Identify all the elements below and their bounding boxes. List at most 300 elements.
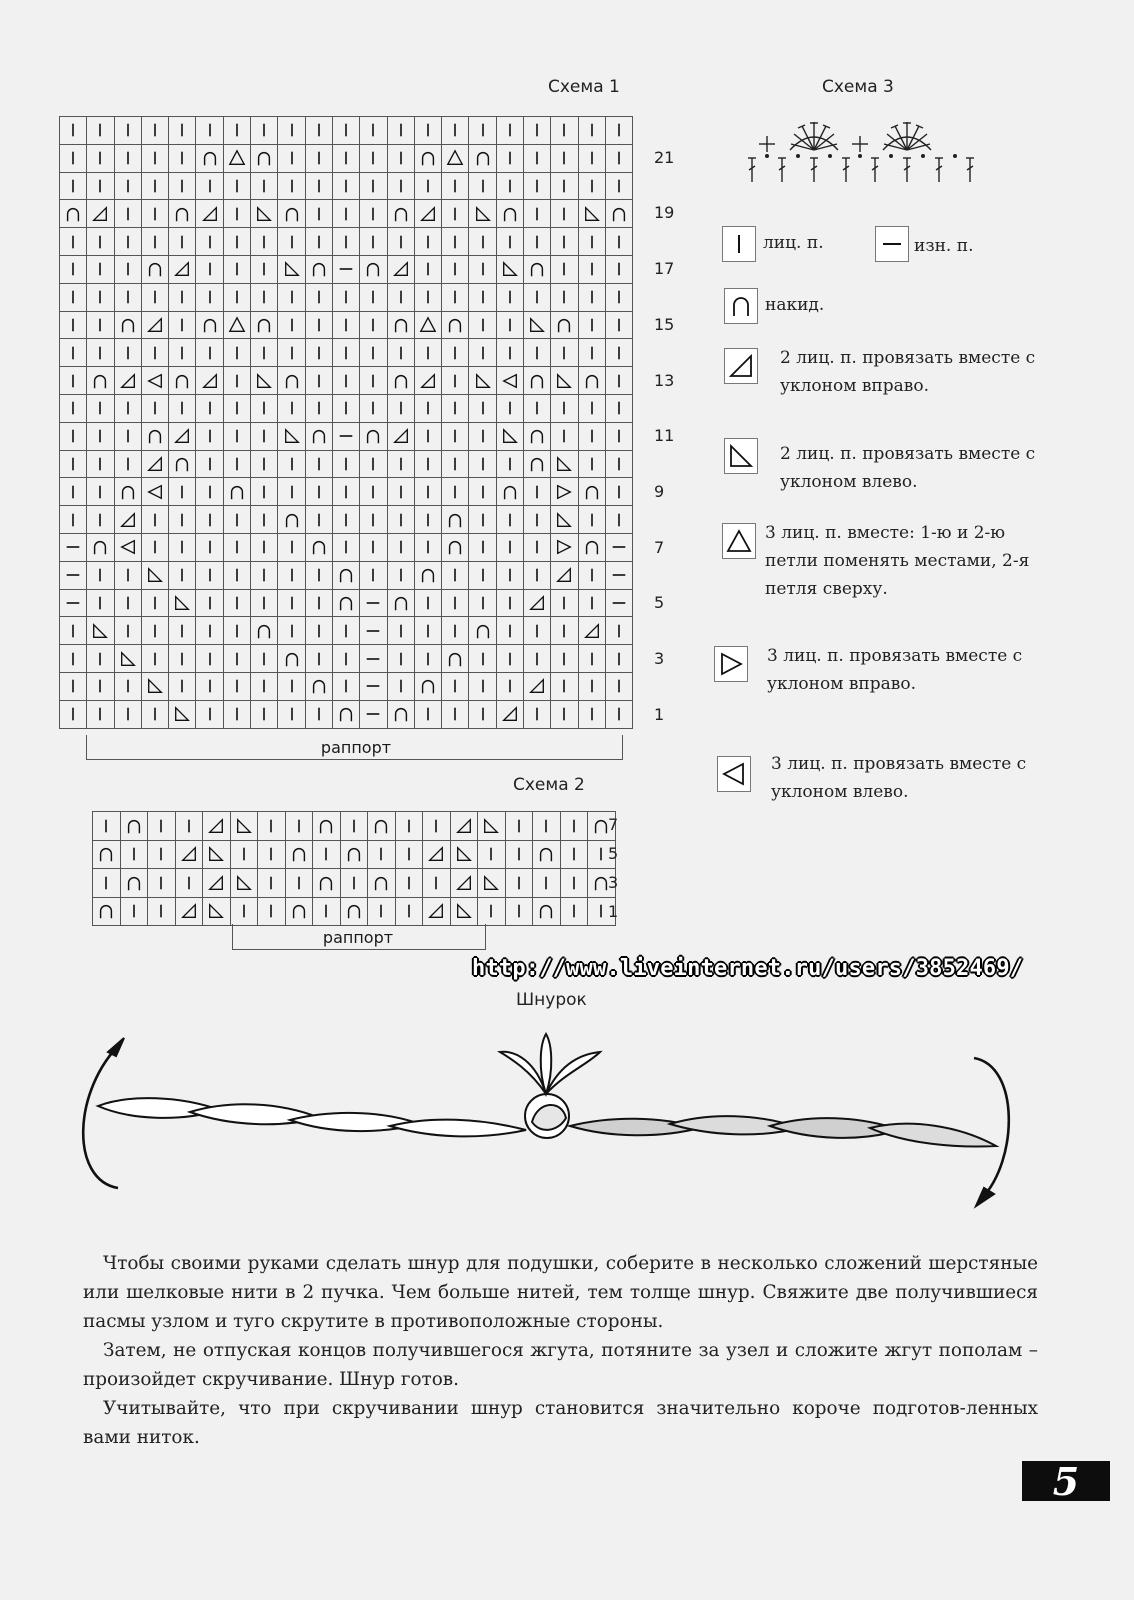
chart-cell (551, 506, 578, 534)
knit-symbol (555, 427, 573, 445)
knit-symbol (337, 372, 355, 390)
chart-cell (278, 283, 305, 311)
chart-cell (223, 645, 250, 673)
chart-cell (360, 617, 387, 645)
chart-cell (332, 589, 359, 617)
chart-cell (313, 812, 341, 841)
chart-cell (196, 672, 223, 700)
legend-knit-text: лиц. п. (763, 233, 824, 253)
chart-cell (360, 672, 387, 700)
yarn-over-symbol (501, 483, 519, 501)
chart-cell (387, 172, 414, 200)
knit-symbol (91, 566, 109, 584)
chart-cell (141, 617, 168, 645)
yarn-over-symbol (419, 677, 437, 695)
k2tog-right-symbol (146, 316, 164, 334)
knit-symbol (474, 260, 492, 278)
knit-symbol (255, 399, 273, 417)
chart-cell (469, 339, 496, 367)
chart-cell (524, 255, 551, 283)
knit-symbol (146, 705, 164, 723)
chart-cell (469, 645, 496, 673)
chart-cell (251, 589, 278, 617)
knit-symbol (64, 260, 82, 278)
knit-symbol (290, 817, 308, 835)
knit-symbol (146, 538, 164, 556)
k2tog-left-symbol (119, 650, 137, 668)
k2tog-left-symbol (474, 372, 492, 390)
chart-cell (469, 533, 496, 561)
knit-symbol (201, 399, 219, 417)
chart-cell (578, 117, 605, 145)
k2tog-right-symbol (146, 455, 164, 473)
chart-cell (505, 812, 533, 841)
chart-cell (305, 311, 332, 339)
chart-cell (578, 311, 605, 339)
knit-symbol (474, 483, 492, 501)
chart-cell (578, 478, 605, 506)
chart-cell (87, 672, 114, 700)
knit-symbol (337, 538, 355, 556)
chart-cell (251, 478, 278, 506)
knit-symbol (474, 511, 492, 529)
chart-cell (196, 255, 223, 283)
chart-cell (196, 478, 223, 506)
chart-cell (332, 339, 359, 367)
knit-symbol (310, 594, 328, 612)
chart-cell (496, 478, 523, 506)
chart-cell (87, 589, 114, 617)
knit-symbol (583, 288, 601, 306)
k2tog-right-symbol (583, 622, 601, 640)
chart-cell (414, 117, 441, 145)
chart-cell (551, 311, 578, 339)
purl-symbol (64, 566, 82, 584)
chart-cell (196, 283, 223, 311)
knit-symbol (201, 538, 219, 556)
knit-symbol (337, 233, 355, 251)
chart-cell (332, 144, 359, 172)
knit-symbol (146, 511, 164, 529)
k2tog-left-symbol (235, 874, 253, 892)
scheme1-title: Схема 1 (548, 77, 620, 97)
chart-cell (442, 255, 469, 283)
chart-cell (251, 311, 278, 339)
chart-cell (223, 506, 250, 534)
k2tog-left-symbol (583, 205, 601, 223)
yarn-over-symbol (446, 538, 464, 556)
chart-cell (114, 617, 141, 645)
knit-symbol (310, 483, 328, 501)
yarn-over-symbol (283, 205, 301, 223)
yarn-over-symbol (610, 205, 628, 223)
legend-line: уклоном влево. (780, 472, 918, 492)
chart-cell (469, 506, 496, 534)
chart-cell (169, 450, 196, 478)
yarn-over-symbol (146, 260, 164, 278)
chart-cell (496, 228, 523, 256)
k2tog-right-symbol (419, 372, 437, 390)
chart-cell (114, 589, 141, 617)
k2tog-right-symbol (207, 874, 225, 892)
chart-cell (469, 117, 496, 145)
knit-symbol (419, 594, 437, 612)
chart-cell (60, 672, 87, 700)
yarn-over-symbol (555, 316, 573, 334)
chart-cell (305, 533, 332, 561)
knit-symbol (64, 372, 82, 390)
k2tog-right-symbol (180, 902, 198, 920)
knit-symbol (528, 288, 546, 306)
chart-cell (169, 339, 196, 367)
knit-symbol (555, 344, 573, 362)
knit-symbol (474, 121, 492, 139)
chart-cell (305, 450, 332, 478)
chart-cell (332, 200, 359, 228)
chart-cell (196, 422, 223, 450)
knit-symbol (91, 260, 109, 278)
chart-cell (578, 506, 605, 534)
chart-cell (524, 422, 551, 450)
knit-symbol (310, 455, 328, 473)
knit-symbol (446, 121, 464, 139)
chart-cell (414, 617, 441, 645)
chart-cell (60, 144, 87, 172)
k2tog-left-symbol (555, 372, 573, 390)
yarn-over-symbol (228, 483, 246, 501)
chart-cell (551, 117, 578, 145)
knit-symbol (255, 594, 273, 612)
chart-cell (251, 339, 278, 367)
chart-cell (387, 506, 414, 534)
chart-cell (313, 840, 341, 869)
chart-cell (196, 228, 223, 256)
knit-symbol (173, 399, 191, 417)
k2tog-left-symbol (235, 817, 253, 835)
knit-symbol (119, 288, 137, 306)
chart-cell (278, 228, 305, 256)
knit-symbol (255, 538, 273, 556)
chart-cell (285, 840, 313, 869)
scheme2-row-labels (608, 811, 638, 925)
chart-cell (278, 311, 305, 339)
knit-symbol (228, 650, 246, 668)
chart-cell (605, 645, 632, 673)
chart-cell (332, 506, 359, 534)
chart-cell (469, 144, 496, 172)
knit-symbol (317, 902, 335, 920)
chart-cell (360, 394, 387, 422)
knit-symbol (364, 399, 382, 417)
k2tog-right-symbol (201, 205, 219, 223)
knit-symbol (501, 538, 519, 556)
knit-symbol (337, 650, 355, 668)
yarn-over-symbol (310, 677, 328, 695)
yarn-over-symbol (364, 260, 382, 278)
chart-cell (60, 172, 87, 200)
knit-symbol (201, 677, 219, 695)
chart-cell (285, 869, 313, 898)
k2tog-left-symbol (146, 566, 164, 584)
knit-symbol (255, 705, 273, 723)
chart-cell (230, 869, 258, 898)
knit-symbol (501, 399, 519, 417)
chart-row (60, 394, 633, 422)
chart-cell (278, 589, 305, 617)
knit-symbol (64, 622, 82, 640)
knit-symbol (392, 483, 410, 501)
knit-symbol (146, 622, 164, 640)
knit-symbol (474, 427, 492, 445)
chart-cell (496, 200, 523, 228)
chart-cell (469, 672, 496, 700)
chart-cell (87, 506, 114, 534)
legend-line: петли поменять местами, 2-я (765, 551, 1030, 571)
knit-symbol (255, 455, 273, 473)
chart-cell (223, 700, 250, 728)
k3-cross-symbol (228, 149, 246, 167)
chart-cell (114, 561, 141, 589)
knit-symbol (610, 622, 628, 640)
yarn-over-symbol (583, 538, 601, 556)
k2tog-left-symbol (283, 427, 301, 445)
knit-symbol (419, 288, 437, 306)
k2tog-right-symbol (501, 705, 519, 723)
twisted-cord-illustration (70, 1030, 1030, 1216)
row-number-label: 19 (654, 203, 675, 223)
chart-cell (114, 255, 141, 283)
chart-cell (332, 478, 359, 506)
knit-symbol (228, 288, 246, 306)
chart-cell (169, 478, 196, 506)
knit-symbol (283, 344, 301, 362)
knit-symbol (201, 427, 219, 445)
chart-cell (505, 897, 533, 926)
purl-symbol (364, 594, 382, 612)
knit-symbol (64, 177, 82, 195)
chart-cell (141, 450, 168, 478)
chart-cell (414, 283, 441, 311)
knit-symbol (146, 149, 164, 167)
chart-cell (60, 339, 87, 367)
chart-cell (469, 283, 496, 311)
knit-symbol (446, 372, 464, 390)
k2tog-left-symbol (474, 205, 492, 223)
chart-cell (332, 617, 359, 645)
chart-cell (496, 367, 523, 395)
chart-cell (196, 200, 223, 228)
k3tog-left-symbol (501, 372, 519, 390)
knit-symbol (583, 344, 601, 362)
knit-symbol (201, 511, 219, 529)
chart-cell (114, 228, 141, 256)
chart-cell (278, 533, 305, 561)
yarn-over-symbol (419, 566, 437, 584)
knit-symbol (201, 594, 219, 612)
yarn-over-symbol (583, 483, 601, 501)
knit-symbol (64, 705, 82, 723)
row-number-label: 11 (654, 426, 675, 446)
chart-cell (114, 283, 141, 311)
chart-cell (332, 422, 359, 450)
chart-cell (551, 589, 578, 617)
purl-symbol (364, 650, 382, 668)
yarn-over-symbol (255, 622, 273, 640)
chart-cell (93, 812, 121, 841)
knit-symbol (610, 677, 628, 695)
knit-symbol (392, 622, 410, 640)
knit-symbol (372, 845, 390, 863)
legend-k2tog-left-box (724, 438, 758, 474)
chart-cell (560, 840, 588, 869)
knit-symbol (446, 483, 464, 501)
chart-cell (496, 533, 523, 561)
knit-symbol (610, 399, 628, 417)
chart-cell (478, 812, 506, 841)
yarn-over-symbol (290, 845, 308, 863)
chart-cell (505, 869, 533, 898)
chart-cell (305, 339, 332, 367)
chart-cell (223, 117, 250, 145)
chart-cell (258, 869, 286, 898)
chart-cell (305, 283, 332, 311)
k3-cross-symbol (419, 316, 437, 334)
chart-cell (387, 672, 414, 700)
chart-cell (278, 506, 305, 534)
chart-cell (120, 897, 148, 926)
knit-symbol (228, 677, 246, 695)
yarn-over-symbol (392, 372, 410, 390)
yarn-over-symbol (290, 902, 308, 920)
chart-cell (387, 200, 414, 228)
legend-line: 3 лиц. п. провязать вместе с (771, 754, 1027, 774)
chart-cell (578, 589, 605, 617)
knit-symbol (364, 149, 382, 167)
chart-cell (332, 255, 359, 283)
knit-symbol (64, 427, 82, 445)
knit-symbol (528, 622, 546, 640)
yarn-over-symbol (173, 455, 191, 473)
knit-symbol (283, 399, 301, 417)
k2tog-left-symbol (91, 622, 109, 640)
knit-symbol (173, 149, 191, 167)
chart-cell (605, 117, 632, 145)
chart-cell (442, 144, 469, 172)
knit-symbol (610, 483, 628, 501)
knit-symbol (91, 427, 109, 445)
chart-cell (223, 478, 250, 506)
knit-symbol (364, 205, 382, 223)
knit-symbol (337, 622, 355, 640)
chart-cell (368, 840, 396, 869)
chart-cell (469, 617, 496, 645)
chart-cell (313, 897, 341, 926)
knit-symbol (310, 372, 328, 390)
knit-symbol (64, 650, 82, 668)
knit-symbol (119, 149, 137, 167)
chart-cell (230, 812, 258, 841)
knit-symbol (64, 233, 82, 251)
k2tog-left-symbol (482, 817, 500, 835)
row-number-label: 17 (654, 259, 675, 279)
legend-line: уклоном вправо. (767, 674, 916, 694)
knit-symbol (337, 483, 355, 501)
yarn-over-symbol (255, 316, 273, 334)
k2tog-left-symbol (555, 455, 573, 473)
knit-symbol (91, 399, 109, 417)
knit-symbol (583, 427, 601, 445)
knit-symbol (501, 177, 519, 195)
chart-cell (496, 450, 523, 478)
chart-cell (313, 869, 341, 898)
chart-cell (141, 117, 168, 145)
knit-symbol (283, 594, 301, 612)
knit-symbol (364, 566, 382, 584)
chart-cell (469, 450, 496, 478)
knit-symbol (610, 121, 628, 139)
knit-symbol (419, 399, 437, 417)
knit-symbol (64, 483, 82, 501)
knit-symbol (283, 233, 301, 251)
chart-cell (505, 840, 533, 869)
knit-symbol (364, 538, 382, 556)
chart-cell (395, 812, 423, 841)
chart-cell (414, 506, 441, 534)
chart-cell (223, 255, 250, 283)
knit-symbol (583, 677, 601, 695)
chart-cell (196, 700, 223, 728)
chart-cell (169, 367, 196, 395)
knit-symbol (64, 399, 82, 417)
chart-cell (551, 617, 578, 645)
chart-cell (387, 255, 414, 283)
chart-cell (442, 589, 469, 617)
knit-symbol (337, 455, 355, 473)
knit-symbol (419, 538, 437, 556)
knit-symbol (364, 511, 382, 529)
chart-cell (305, 589, 332, 617)
chart-cell (251, 700, 278, 728)
knit-symbol (262, 902, 280, 920)
yarn-over-symbol (310, 427, 328, 445)
chart-row (93, 897, 616, 926)
chart-cell (360, 144, 387, 172)
chart-cell (223, 200, 250, 228)
purl-symbol (64, 594, 82, 612)
chart-cell (414, 367, 441, 395)
knit-symbol (255, 483, 273, 501)
chart-cell (387, 367, 414, 395)
knit-symbol (173, 511, 191, 529)
chart-cell (605, 255, 632, 283)
chart-cell (524, 200, 551, 228)
chart-cell (578, 394, 605, 422)
k2tog-right-symbol (528, 677, 546, 695)
k2tog-left-symbol (207, 902, 225, 920)
chart-cell (524, 561, 551, 589)
knit-symbol (119, 260, 137, 278)
row-number-label: 9 (654, 481, 665, 501)
page-number: 5 (1022, 1461, 1110, 1501)
knit-symbol (173, 344, 191, 362)
knit-symbol (283, 455, 301, 473)
knit-symbol (91, 344, 109, 362)
chart-cell (387, 144, 414, 172)
chart-cell (533, 840, 561, 869)
knit-symbol (528, 177, 546, 195)
chart-cell (120, 840, 148, 869)
knit-symbol (364, 177, 382, 195)
